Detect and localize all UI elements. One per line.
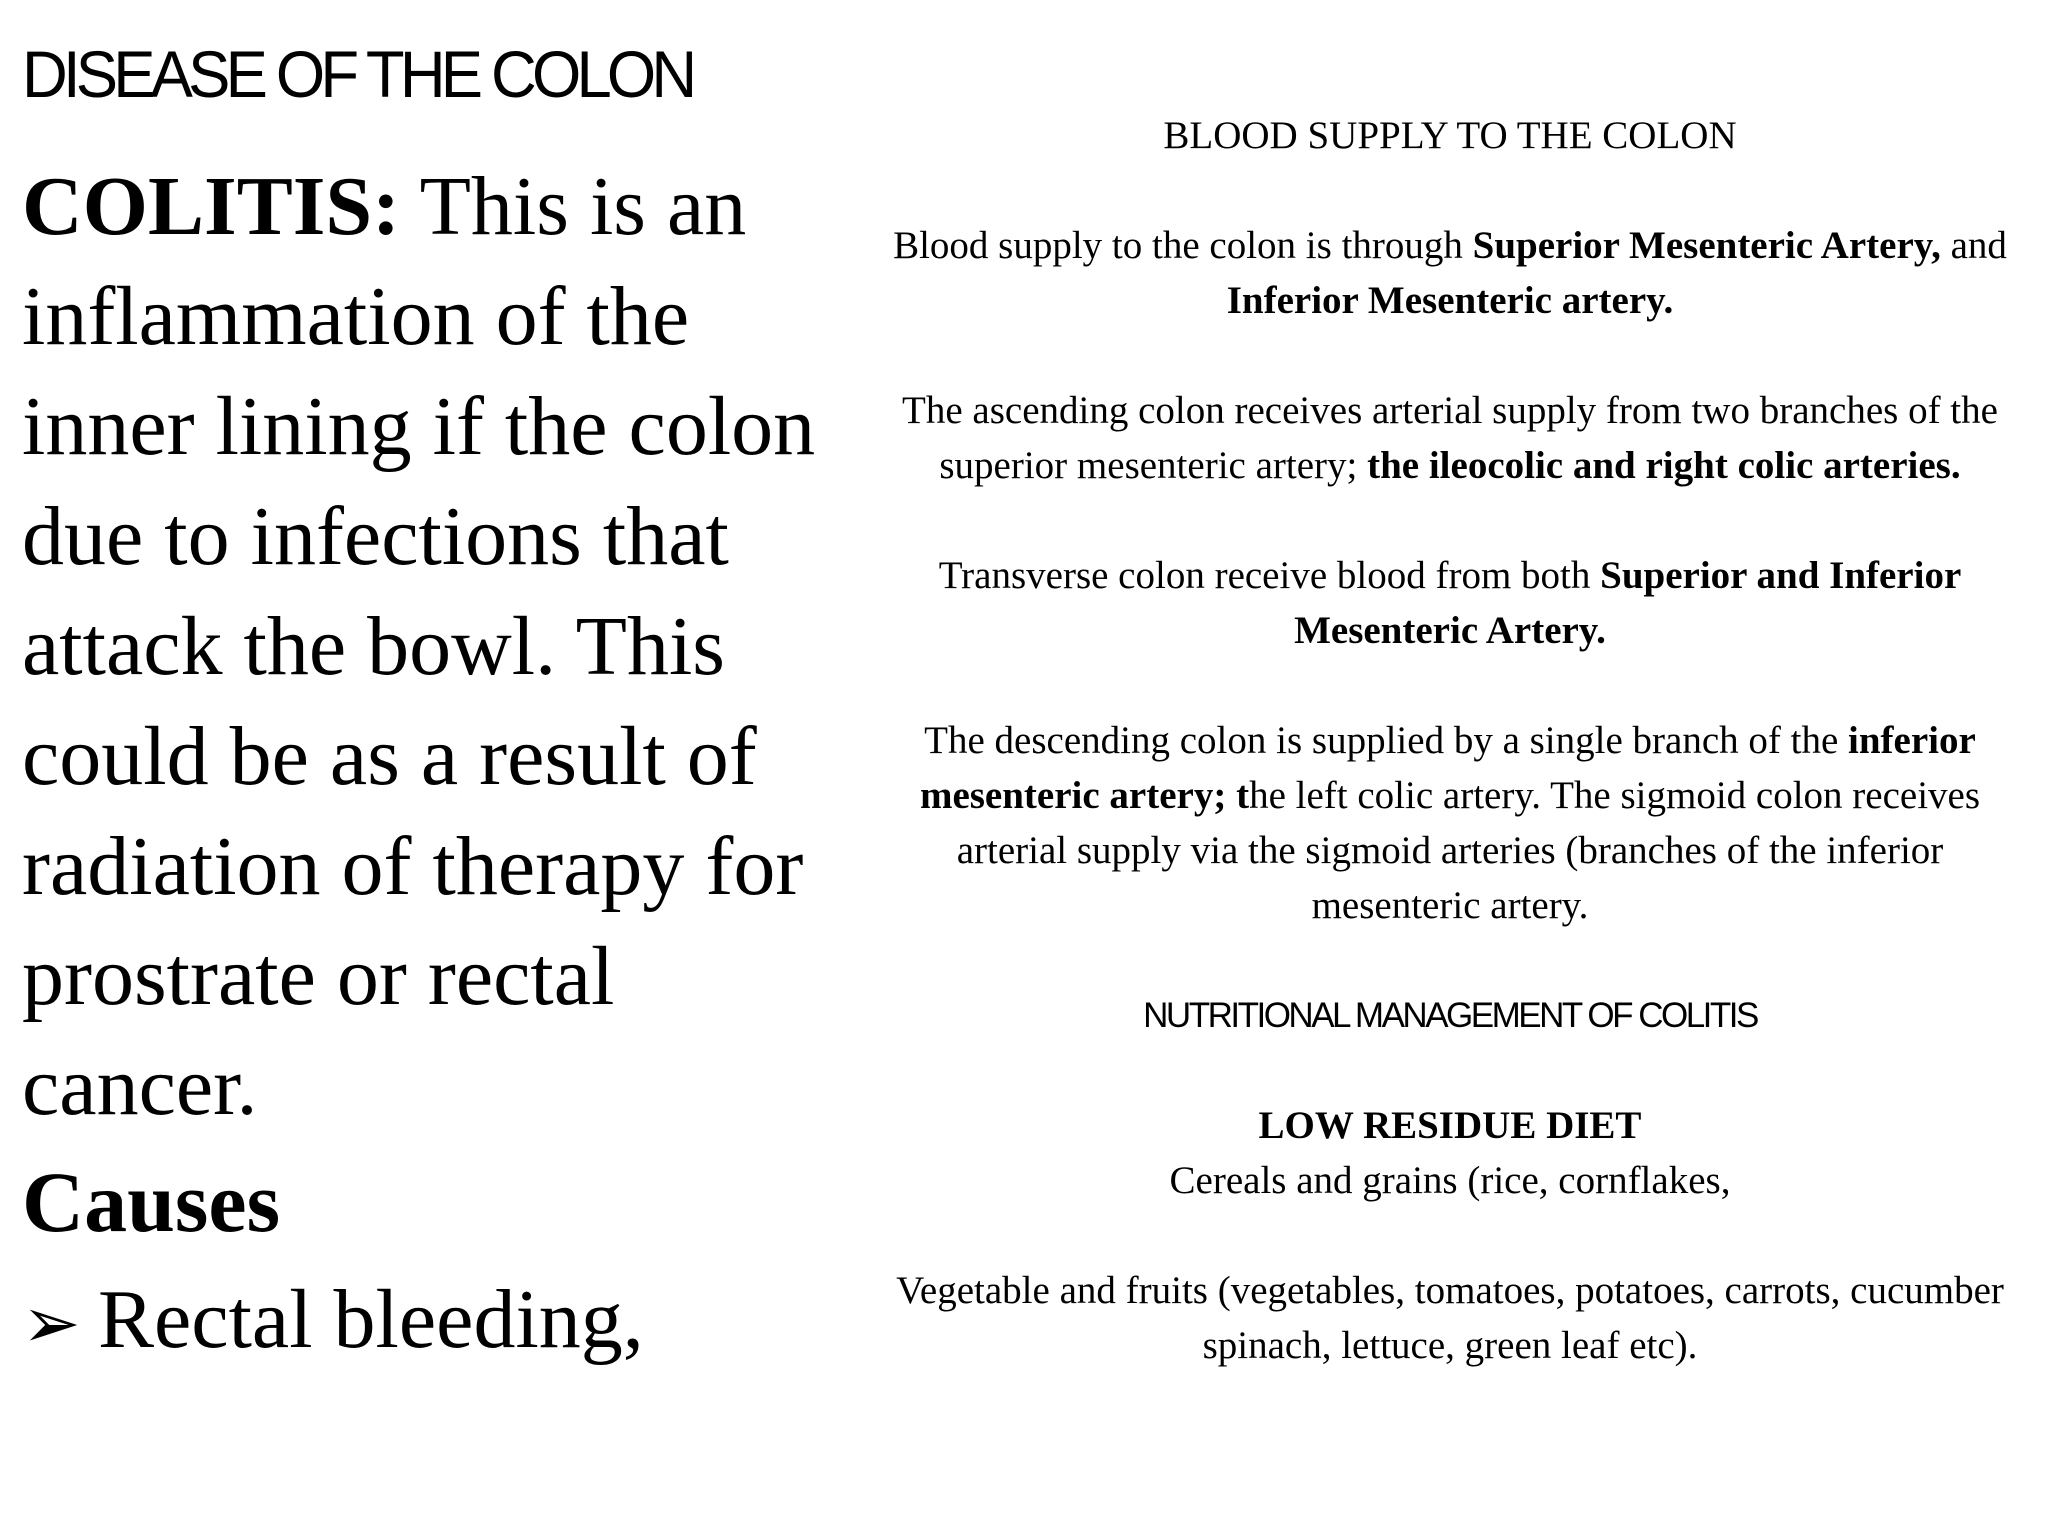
- spacer: [870, 933, 2030, 988]
- colitis-panel: [22, 152, 852, 1383]
- spacer: [870, 1208, 2030, 1263]
- paragraph-bold: Superior Mesenteric Artery,: [1472, 224, 1941, 267]
- colitis-definition: [22, 152, 852, 1142]
- spacer: [870, 328, 2030, 383]
- colitis-definition-text: This is an inflammation of the inner lining if the colon due to infections that attack the bowl. This could be as a result of radiation of therapy for prostrate or rectal cancer.: [22, 160, 816, 1133]
- paragraph-text: Blood supply to the colon is through: [893, 224, 1473, 267]
- spacer: [870, 1043, 2030, 1098]
- blood-supply-paragraph: [870, 218, 2030, 328]
- spacer: [870, 493, 2030, 548]
- diet-heading: [870, 1098, 2030, 1153]
- paragraph-text: The ascending colon receives arterial supply from two branches of the superior mesenteric artery;: [902, 389, 1998, 487]
- arrow-bullet-icon: ➢: [22, 1286, 81, 1363]
- paragraph-bold: Inferior Mesenteric artery.: [1226, 279, 1674, 322]
- cause-item-text: Rectal bleeding,: [98, 1273, 644, 1366]
- spacer: [870, 163, 2030, 218]
- diet-vegetables: Vegetable and fruits (vegetables, tomatoes, potatoes, carrots, cucumber spinach, lettuce, green leaf etc).: [896, 1269, 2004, 1367]
- paragraph-bold: inferior mesenteric artery; t: [919, 719, 1976, 817]
- cause-item: [22, 1262, 852, 1383]
- spacer: [870, 658, 2030, 713]
- paragraph-text: Transverse colon receive blood from both: [938, 554, 1601, 597]
- descending-colon-paragraph: [870, 713, 2030, 933]
- paragraph-bold: the ileocolic and right colic arteries.: [1367, 444, 1961, 487]
- causes-heading: Causes: [22, 1154, 281, 1250]
- colitis-term: COLITIS:: [22, 160, 401, 253]
- blood-supply-panel: [870, 108, 2030, 1373]
- diet-heading-text: LOW RESIDUE DIET: [1258, 1104, 1642, 1147]
- paragraph-bold: Superior and Inferior Mesenteric Artery.: [1294, 554, 1962, 652]
- slide-title: DISEASE OF THE COLON: [22, 37, 693, 111]
- transverse-colon-paragraph: [870, 548, 2030, 658]
- diet-cereals: Cereals and grains (rice, cornflakes,: [1169, 1159, 1731, 1202]
- ascending-colon-paragraph: [870, 383, 2030, 493]
- paragraph-text: he left colic artery. The sigmoid colon receives arterial supply via the sigmoid arteries (branches of the inferior mesenteric artery.: [956, 774, 1981, 927]
- paragraph-text: The descending colon is supplied by a single branch of the: [924, 719, 1849, 762]
- paragraph-text: and: [1940, 224, 2007, 267]
- blood-supply-heading: BLOOD SUPPLY TO THE COLON: [1163, 114, 1737, 157]
- nutrition-heading: NUTRITIONAL MANAGEMENT OF COLITIS: [1143, 996, 1757, 1035]
